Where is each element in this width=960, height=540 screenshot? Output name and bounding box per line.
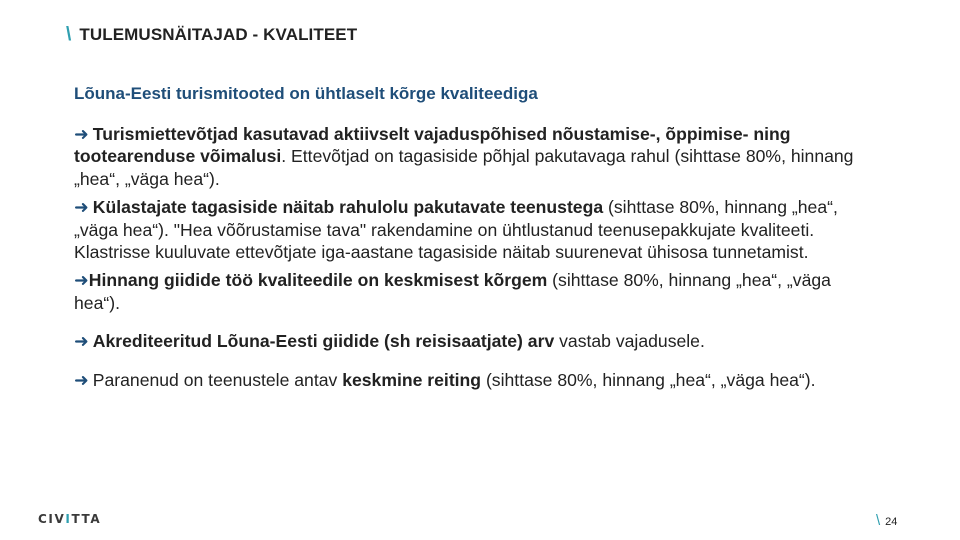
bullet-3-text: (sihttase 80%, hinnang „hea“, „väga hea“). bbox=[74, 270, 831, 313]
bullet-item-4 bbox=[74, 330, 874, 352]
bullet-5-text: (sihttase 80%, hinnang „hea“, „väga hea“). bbox=[481, 369, 816, 390]
arrow-right-icon: ➜ bbox=[74, 124, 89, 144]
slide-header bbox=[66, 24, 357, 46]
logo-text-1: CIV bbox=[38, 512, 66, 526]
logo-text-2: TTA bbox=[71, 512, 102, 526]
slide-subtitle: Lõuna-Eesti turismitooted on ühtlaselt kõrge kvaliteediga bbox=[74, 84, 538, 103]
backslash-accent-icon: \ bbox=[66, 24, 72, 45]
bullet-item-3 bbox=[74, 269, 874, 314]
page-title: TULEMUSNÄITAJAD - KVALITEET bbox=[79, 25, 358, 44]
arrow-right-icon: ➜ bbox=[74, 197, 89, 218]
bullet-2-bold: Külastajate tagasiside näitab rahulolu pakutavate teenustega bbox=[92, 197, 604, 218]
bullet-1-bold: Turismiettevõtjad kasutavad aktiivselt vajaduspõhised nõustamise-, õppimise- ning tootearenduse võimalusi bbox=[74, 124, 791, 167]
bullet-1-text: . Ettevõtjad on tagasiside põhjal pakutavaga rahul (sihttase 80%, hinnang „hea“, „väga hea“). bbox=[74, 146, 854, 189]
bullet-5-bold: keskmine reiting bbox=[342, 369, 482, 390]
civitta-logo bbox=[38, 512, 101, 526]
arrow-right-icon: ➜ bbox=[74, 270, 89, 291]
bullet-4-text: vastab vajadusele. bbox=[554, 331, 705, 352]
logo-text-accent: I bbox=[65, 512, 72, 526]
arrow-right-icon: ➜ bbox=[74, 369, 89, 390]
bullet-3-bold: Hinnang giidide töö kvaliteedile on keskmisest kõrgem bbox=[88, 270, 548, 291]
backslash-accent-icon: \ bbox=[876, 512, 881, 529]
page-number-area bbox=[876, 512, 897, 529]
bullet-2-text: (sihttase 80%, hinnang „hea“, „väga hea“). "Hea võõrustamise tava" rakendamine on ühtlustanud teenusepakkujate kvaliteeti. Klastrisse kuuluvate ettevõtjate iga-aastane tagasiside näitab suurenevat ühisosa tunnetamist. bbox=[74, 197, 838, 263]
bullet-4-bold: Akrediteeritud Lõuna-Eesti giidide (sh reisisaatjate) arv bbox=[92, 331, 555, 352]
page-number: 24 bbox=[885, 516, 898, 528]
bullet-item-5 bbox=[74, 369, 874, 391]
bullet-item-1 bbox=[74, 123, 874, 190]
content-body bbox=[74, 123, 874, 391]
bullet-5-pre: Paranenud on teenustele antav bbox=[92, 369, 343, 390]
arrow-right-icon: ➜ bbox=[74, 331, 89, 352]
bullet-item-2 bbox=[74, 196, 874, 263]
